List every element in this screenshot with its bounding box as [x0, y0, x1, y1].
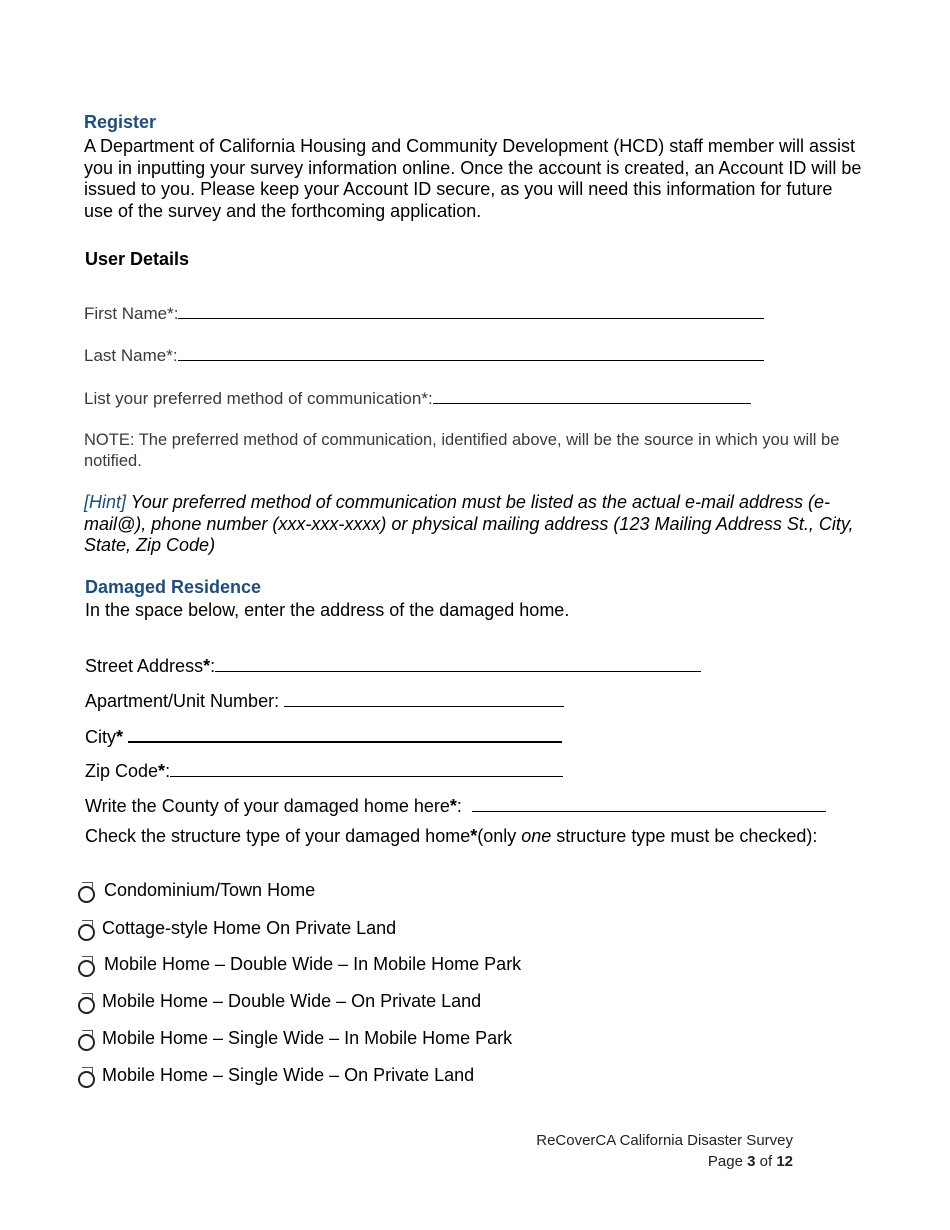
register-body: A Department of California Housing and Community Development (HCD) staff member will assist you in inputting your survey information online. Once the account is created, an Account ID will be issued to you. Please keep your Account ID secure, as you will need this information for future use of the survey and the forthcoming application.	[84, 136, 862, 221]
structure-option-cottage[interactable]	[78, 916, 396, 941]
register-heading: Register	[84, 112, 157, 132]
required-star: *	[203, 656, 211, 676]
option-label: Mobile Home – Double Wide – In Mobile Home Park	[104, 954, 522, 974]
option-label: Condominium/Town Home	[104, 880, 316, 900]
county-row	[85, 795, 826, 817]
zip-code-row	[85, 760, 563, 782]
page-footer	[480, 1130, 793, 1172]
radio-button[interactable]	[78, 997, 95, 1014]
footer-title: ReCoverCA California Disaster Survey	[536, 1132, 793, 1149]
first-name-label: First Name*:	[84, 304, 179, 323]
radio-button[interactable]	[78, 1034, 95, 1051]
zip-code-input[interactable]	[170, 760, 563, 777]
required-star: *	[449, 796, 457, 816]
option-label: Mobile Home – Single Wide – On Private Land	[102, 1065, 475, 1085]
label-colon: :	[456, 796, 462, 816]
street-address-row	[85, 655, 701, 677]
structure-option-double-wide-park[interactable]	[78, 952, 521, 977]
zip-code-label: Zip Code	[85, 761, 159, 781]
structure-option-single-wide-park[interactable]	[78, 1026, 512, 1051]
apartment-label: Apartment/Unit Number:	[85, 691, 285, 711]
structure-prefix: Check the structure type of your damaged home	[85, 826, 471, 846]
county-label: Write the County of your damaged home here	[85, 796, 450, 816]
user-details-heading: User Details	[85, 249, 190, 269]
page-total: 12	[776, 1153, 793, 1170]
label-colon: :	[210, 656, 216, 676]
apartment-input[interactable]	[284, 690, 564, 707]
structure-mid: (only	[477, 826, 522, 846]
structure-type-instruction	[85, 826, 817, 847]
option-label: Mobile Home – Single Wide – In Mobile Home Park	[102, 1028, 513, 1048]
communication-row	[84, 387, 751, 409]
option-label: Cottage-style Home On Private Land	[102, 918, 397, 938]
structure-emphasis: one	[521, 826, 552, 846]
first-name-input[interactable]	[178, 302, 764, 319]
required-star: *	[158, 761, 166, 781]
apartment-row	[85, 690, 564, 712]
option-label: Mobile Home – Double Wide – On Private Land	[102, 991, 482, 1011]
radio-button[interactable]	[78, 924, 95, 941]
last-name-label: Last Name*:	[84, 346, 178, 365]
structure-option-single-wide-private[interactable]	[78, 1063, 474, 1088]
structure-option-double-wide-private[interactable]	[78, 989, 481, 1014]
city-row	[85, 725, 562, 748]
radio-button[interactable]	[78, 886, 95, 903]
required-star: *	[470, 826, 478, 846]
city-label: City	[85, 727, 116, 747]
hint-tag: [Hint]	[84, 492, 127, 512]
page-word: Page	[707, 1153, 748, 1170]
city-input[interactable]	[128, 725, 562, 743]
damaged-residence-heading: Damaged Residence	[85, 577, 262, 597]
last-name-input[interactable]	[178, 344, 764, 361]
street-address-label: Street Address	[85, 656, 204, 676]
radio-button[interactable]	[78, 960, 95, 977]
damaged-residence-instruction: In the space below, enter the address of the damaged home.	[85, 600, 570, 620]
communication-hint	[84, 492, 874, 557]
structure-suffix: structure type must be checked):	[551, 826, 818, 846]
label-colon: :	[165, 761, 171, 781]
radio-button[interactable]	[78, 1071, 95, 1088]
communication-label: List your preferred method of communication*:	[84, 389, 433, 408]
first-name-row	[84, 302, 764, 324]
structure-option-condominium[interactable]	[78, 878, 315, 903]
county-input[interactable]	[472, 795, 826, 812]
required-star: *	[116, 727, 124, 747]
page-current: 3	[747, 1153, 756, 1170]
hint-text: Your preferred method of communication must be listed as the actual e-mail address (e-mail@), phone number (xxx-xxx-xxxx) or physical mailing address (123 Mailing Address St., City, State, Zip Code)	[84, 492, 854, 555]
page-of: of	[755, 1153, 777, 1170]
communication-note: NOTE: The preferred method of communication, identified above, will be the source in which you will be notified.	[84, 431, 840, 470]
page-number	[480, 1151, 793, 1172]
last-name-row	[84, 344, 764, 366]
street-address-input[interactable]	[215, 655, 701, 672]
communication-input[interactable]	[433, 387, 751, 404]
